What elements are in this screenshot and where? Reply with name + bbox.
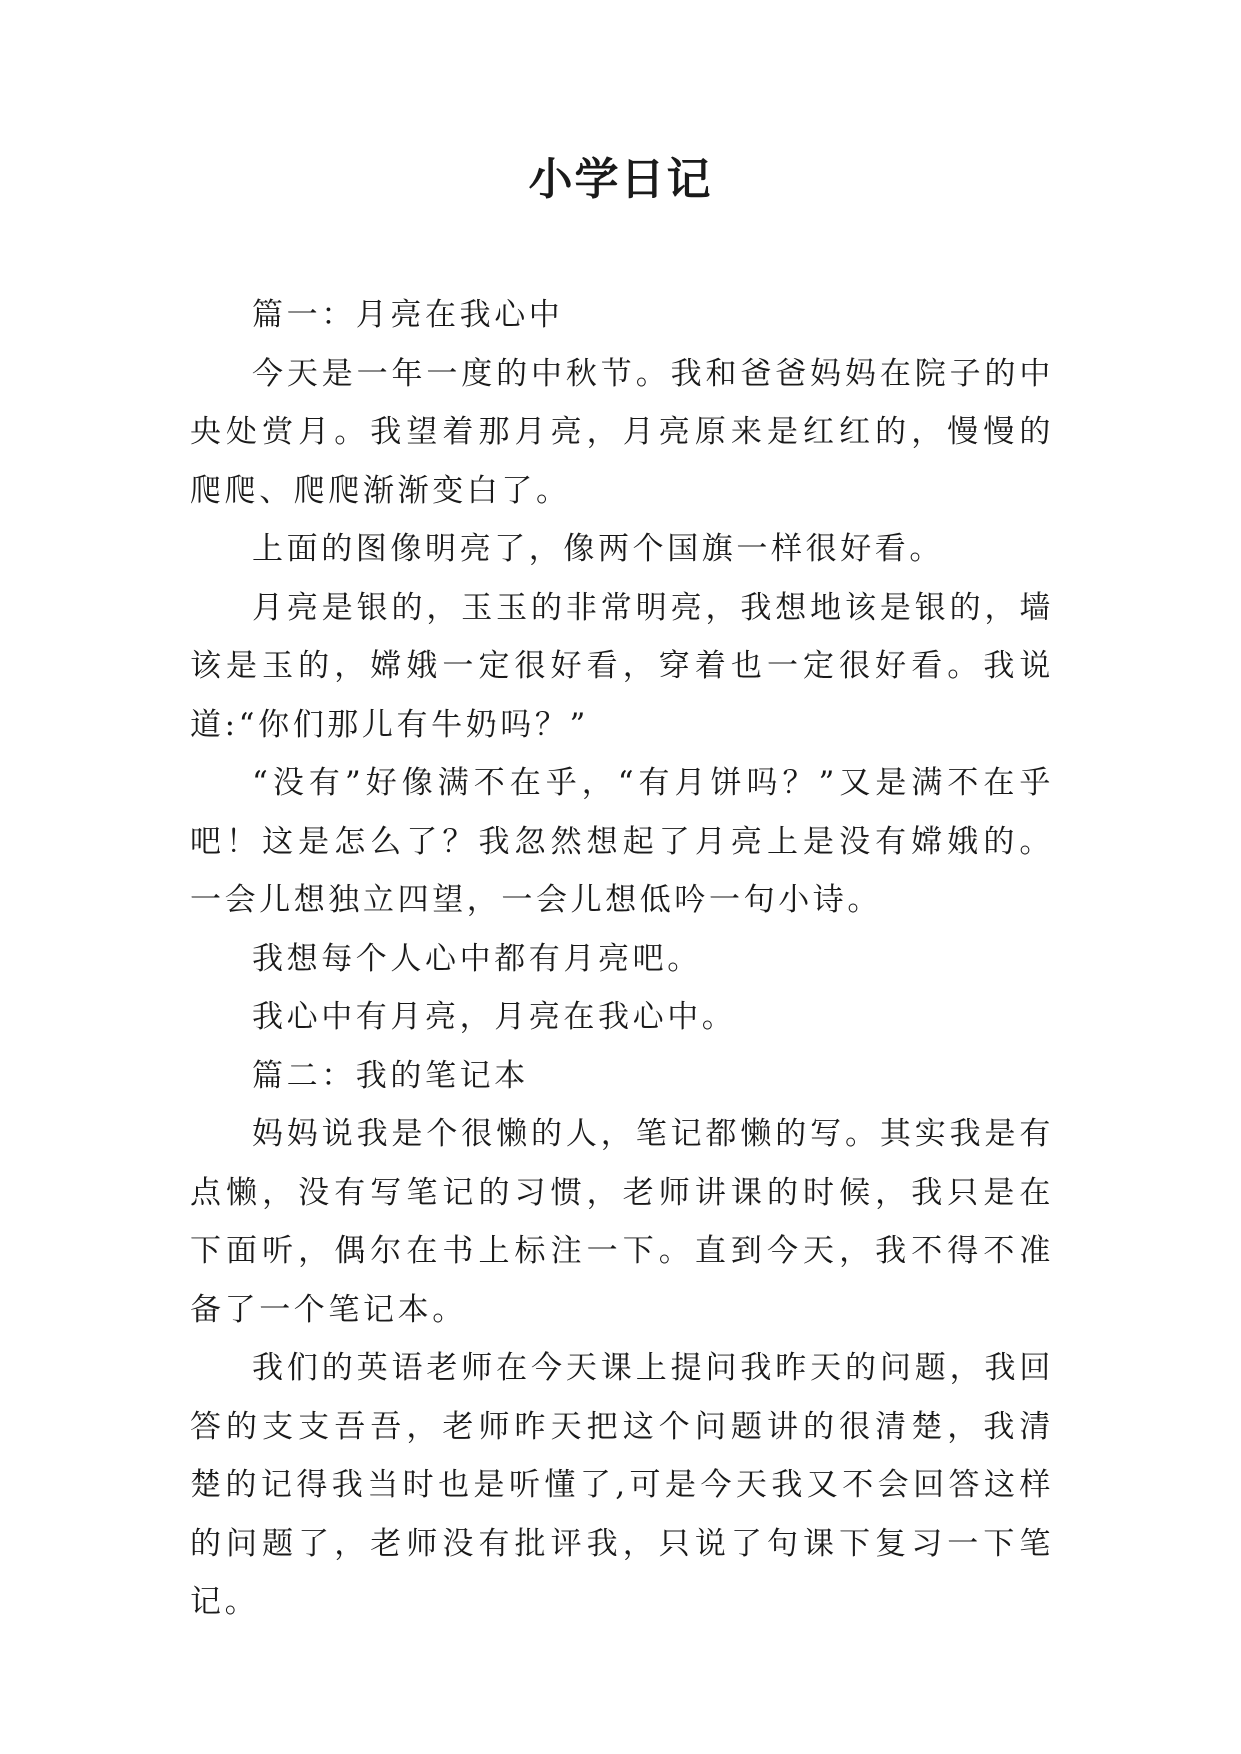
document-body <box>190 286 1054 1632</box>
paragraph: 上面的图像明亮了，像两个国旗一样很好看。 <box>252 531 944 567</box>
paragraph: 月亮是银的，玉玉的非常明亮，我想地该是银的，墙该是玉的，嫦娥一定很好看，穿着也一定很好看。我说道:“你们那儿有牛奶吗？” <box>190 589 1054 743</box>
paragraph: 我想每个人心中都有月亮吧。 <box>252 940 702 977</box>
section-heading-2: 篇二：我的笔记本 <box>252 1057 529 1094</box>
document-title: 小学日记 <box>528 154 713 205</box>
paragraph: 我心中有月亮，月亮在我心中。 <box>252 999 737 1035</box>
paragraph: “没有”好像满不在乎，“有月饼吗？”又是满不在乎吧！这是怎么了？我忽然想起了月亮上是没有嫦娥的。一会儿想独立四望，一会儿想低吟一句小诗。 <box>190 765 1054 918</box>
paragraph: 妈妈说我是个很懒的人，笔记都懒的写。其实我是有点懒，没有写笔记的习惯，老师讲课的时候，我只是在下面听，偶尔在书上标注一下。直到今天，我不得不准备了一个笔记本。 <box>190 1116 1054 1328</box>
paragraph: 我们的英语老师在今天课上提问我昨天的问题，我回答的支支吾吾，老师昨天把这个问题讲的很清楚，我清楚的记得我当时也是听懂了,可是今天我又不会回答这样的问题了，老师没有批评我，只说了句课下复习一下笔记。 <box>190 1350 1054 1620</box>
paragraph: 今天是一年一度的中秋节。我和爸爸妈妈在院子的中央处赏月。我望着那月亮，月亮原来是红红的，慢慢的爬爬、爬爬渐渐变白了。 <box>190 355 1054 509</box>
section-heading-1: 篇一：月亮在我心中 <box>252 297 564 333</box>
